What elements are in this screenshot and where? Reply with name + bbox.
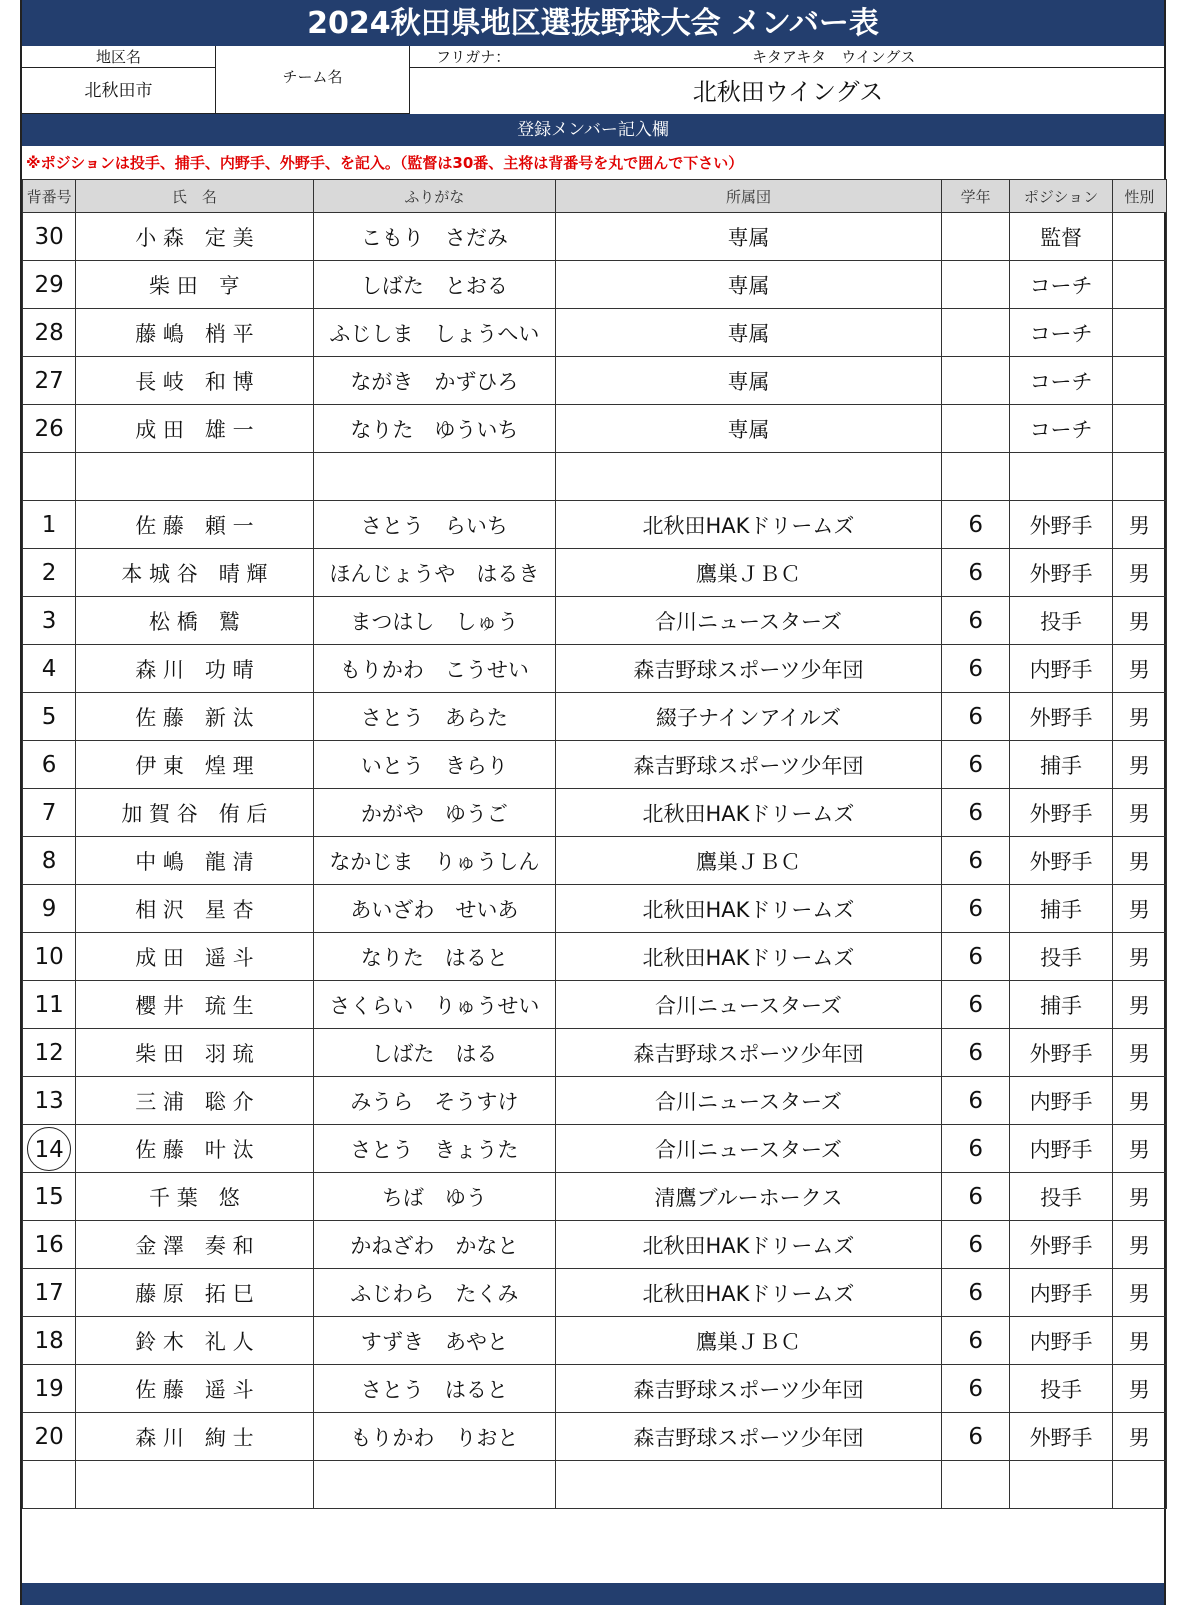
position-note: ※ポジションは投手、捕手、内野手、外野手、を記入。（監督は30番、主将は背番号を丸で囲んで下さい） [26, 154, 744, 172]
col-number: 背番号 [23, 180, 76, 213]
name-cell: 森 川 絢 士 [76, 1413, 313, 1461]
name-cell: 佐 藤 遥 斗 [76, 1365, 313, 1413]
kana-cell: かがや ゆうご [313, 789, 556, 837]
name-cell: 森 川 功 晴 [76, 645, 313, 693]
furigana-label: フリガナ： [436, 48, 511, 66]
number-cell: 17 [23, 1269, 76, 1317]
position-cell [1010, 1461, 1112, 1509]
table-row [23, 501, 1167, 549]
sex-cell: 男 [1112, 1077, 1166, 1125]
position-cell: 外野手 [1010, 501, 1112, 549]
table-row [23, 789, 1167, 837]
position-cell: 外野手 [1010, 837, 1112, 885]
position-cell: コーチ [1010, 405, 1112, 453]
section-title: 登録メンバー記入欄 [22, 114, 1164, 146]
team-header [22, 46, 1164, 114]
grade-cell: 6 [941, 645, 1010, 693]
col-kana: ふりがな [313, 180, 556, 213]
grade-cell [941, 213, 1010, 261]
position-cell [1010, 453, 1112, 501]
kana-cell: こもり さだみ [313, 213, 556, 261]
name-cell: 鈴 木 礼 人 [76, 1317, 313, 1365]
grade-cell [941, 405, 1010, 453]
col-sex: 性別 [1112, 180, 1166, 213]
sex-cell [1112, 213, 1166, 261]
team-cell: 森吉野球スポーツ少年団 [556, 1413, 942, 1461]
kana-cell: もりかわ こうせい [313, 645, 556, 693]
sex-cell: 男 [1112, 789, 1166, 837]
team-cell: 清鷹ブルーホークス [556, 1173, 942, 1221]
grade-cell: 6 [941, 933, 1010, 981]
name-cell [76, 1461, 313, 1509]
number-cell: 28 [23, 309, 76, 357]
number-cell: 5 [23, 693, 76, 741]
grade-cell [941, 453, 1010, 501]
team-cell: 北秋田HAKドリームズ [556, 1269, 942, 1317]
kana-cell: なりた はると [313, 933, 556, 981]
sex-cell: 男 [1112, 501, 1166, 549]
captain-circle: 14 [27, 1127, 71, 1171]
sex-cell: 男 [1112, 741, 1166, 789]
district-label: 地区名 [22, 46, 216, 68]
grade-cell: 6 [941, 1077, 1010, 1125]
table-row [23, 885, 1167, 933]
sex-cell [1112, 309, 1166, 357]
kana-cell: あいざわ せいあ [313, 885, 556, 933]
team-cell: 綴子ナインアイルズ [556, 693, 942, 741]
position-cell: 内野手 [1010, 1077, 1112, 1125]
kana-cell [313, 453, 556, 501]
grade-cell: 6 [941, 1173, 1010, 1221]
kana-cell: しばた はる [313, 1029, 556, 1077]
sex-cell: 男 [1112, 1221, 1166, 1269]
name-cell: 本 城 谷 晴 輝 [76, 549, 313, 597]
position-cell: 内野手 [1010, 1317, 1112, 1365]
name-cell: 中 嶋 龍 清 [76, 837, 313, 885]
team-label: チーム名 [216, 46, 410, 114]
col-name: 氏 名 [76, 180, 313, 213]
table-row [23, 645, 1167, 693]
sex-cell [1112, 261, 1166, 309]
sex-cell: 男 [1112, 1413, 1166, 1461]
table-row [23, 213, 1167, 261]
number-cell: 30 [23, 213, 76, 261]
team-cell: 専属 [556, 309, 942, 357]
kana-cell: ながき かずひろ [313, 357, 556, 405]
team-cell: 北秋田HAKドリームズ [556, 933, 942, 981]
sex-cell: 男 [1112, 981, 1166, 1029]
table-row [23, 261, 1167, 309]
kana-cell: まつはし しゅう [313, 597, 556, 645]
grade-cell: 6 [941, 501, 1010, 549]
team-cell: 鷹巣ＪＢＣ [556, 1317, 942, 1365]
table-row [23, 1125, 1167, 1173]
sex-cell: 男 [1112, 1365, 1166, 1413]
table-row [23, 1173, 1167, 1221]
position-cell: 外野手 [1010, 1413, 1112, 1461]
sex-cell [1112, 1461, 1166, 1509]
position-cell: 外野手 [1010, 1029, 1112, 1077]
sex-cell [1112, 453, 1166, 501]
kana-cell: さとう あらた [313, 693, 556, 741]
kana-cell: ほんじょうや はるき [313, 549, 556, 597]
team-cell: 専属 [556, 405, 942, 453]
position-cell: 投手 [1010, 597, 1112, 645]
member-table [22, 179, 1167, 1509]
table-row [23, 981, 1167, 1029]
table-row [23, 453, 1167, 501]
number-cell: 27 [23, 357, 76, 405]
sex-cell [1112, 405, 1166, 453]
grade-cell: 6 [941, 981, 1010, 1029]
number-cell: 29 [23, 261, 76, 309]
footer-bar [22, 1583, 1164, 1605]
table-row [23, 741, 1167, 789]
grade-cell: 6 [941, 837, 1010, 885]
team-name: 北秋田ウイングス [692, 78, 884, 106]
col-team: 所属団 [556, 180, 942, 213]
name-cell: 長 岐 和 博 [76, 357, 313, 405]
name-cell: 藤 原 拓 巳 [76, 1269, 313, 1317]
position-cell: 外野手 [1010, 693, 1112, 741]
sex-cell: 男 [1112, 885, 1166, 933]
position-cell: コーチ [1010, 357, 1112, 405]
team-cell: 森吉野球スポーツ少年団 [556, 1029, 942, 1077]
sex-cell: 男 [1112, 1173, 1166, 1221]
table-row [23, 1317, 1167, 1365]
number-cell: 9 [23, 885, 76, 933]
number-cell: 7 [23, 789, 76, 837]
col-position: ポジション [1010, 180, 1112, 213]
number-cell: 6 [23, 741, 76, 789]
grade-cell [941, 1461, 1010, 1509]
name-cell: 小 森 定 美 [76, 213, 313, 261]
kana-cell [313, 1461, 556, 1509]
table-row [23, 1461, 1167, 1509]
number-cell: 19 [23, 1365, 76, 1413]
number-cell: 20 [23, 1413, 76, 1461]
sex-cell [1112, 357, 1166, 405]
sex-cell: 男 [1112, 1269, 1166, 1317]
grade-cell: 6 [941, 885, 1010, 933]
name-cell: 三 浦 聡 介 [76, 1077, 313, 1125]
position-cell: 外野手 [1010, 789, 1112, 837]
team-cell: 北秋田HAKドリームズ [556, 501, 942, 549]
name-cell: 加 賀 谷 侑 后 [76, 789, 313, 837]
name-cell: 佐 藤 新 汰 [76, 693, 313, 741]
kana-cell: みうら そうすけ [313, 1077, 556, 1125]
position-cell: 内野手 [1010, 1125, 1112, 1173]
table-row [23, 549, 1167, 597]
number-cell: 3 [23, 597, 76, 645]
position-cell: 監督 [1010, 213, 1112, 261]
team-cell [556, 453, 942, 501]
team-cell [556, 1461, 942, 1509]
number-cell: 1 [23, 501, 76, 549]
team-cell: 森吉野球スポーツ少年団 [556, 741, 942, 789]
grade-cell: 6 [941, 597, 1010, 645]
grade-cell: 6 [941, 1125, 1010, 1173]
team-cell: 鷹巣ＪＢＣ [556, 837, 942, 885]
position-cell: コーチ [1010, 261, 1112, 309]
table-row [23, 837, 1167, 885]
name-cell: 櫻 井 琉 生 [76, 981, 313, 1029]
kana-cell: ふじしま しょうへい [313, 309, 556, 357]
table-row [23, 1413, 1167, 1461]
furigana-row [410, 46, 1166, 68]
grade-cell [941, 357, 1010, 405]
number-cell: 8 [23, 837, 76, 885]
kana-cell: なりた ゆういち [313, 405, 556, 453]
name-cell: 千 葉 悠 [76, 1173, 313, 1221]
number-cell: 26 [23, 405, 76, 453]
sex-cell: 男 [1112, 933, 1166, 981]
kana-cell: しばた とおる [313, 261, 556, 309]
kana-cell: すずき あやと [313, 1317, 556, 1365]
position-cell: 投手 [1010, 1173, 1112, 1221]
sex-cell: 男 [1112, 1125, 1166, 1173]
number-cell [23, 1125, 76, 1173]
name-cell: 金 澤 奏 和 [76, 1221, 313, 1269]
table-row [23, 1077, 1167, 1125]
table-row [23, 693, 1167, 741]
table-row [23, 933, 1167, 981]
name-cell: 成 田 雄 一 [76, 405, 313, 453]
member-sheet [20, 0, 1166, 1605]
kana-cell: さとう はると [313, 1365, 556, 1413]
grade-cell: 6 [941, 1269, 1010, 1317]
grade-cell: 6 [941, 549, 1010, 597]
team-cell: 森吉野球スポーツ少年団 [556, 645, 942, 693]
position-cell: コーチ [1010, 309, 1112, 357]
district-value: 北秋田市 [22, 68, 216, 114]
number-cell: 15 [23, 1173, 76, 1221]
number-cell: 13 [23, 1077, 76, 1125]
position-cell: 内野手 [1010, 1269, 1112, 1317]
number-cell: 10 [23, 933, 76, 981]
team-cell: 合川ニュースターズ [556, 597, 942, 645]
table-row [23, 357, 1167, 405]
sex-cell: 男 [1112, 645, 1166, 693]
number-cell [23, 453, 76, 501]
table-row [23, 1365, 1167, 1413]
number-cell: 16 [23, 1221, 76, 1269]
col-grade: 学年 [941, 180, 1010, 213]
team-cell: 森吉野球スポーツ少年団 [556, 1365, 942, 1413]
number-cell: 2 [23, 549, 76, 597]
grade-cell [941, 261, 1010, 309]
table-row [23, 1029, 1167, 1077]
kana-cell: さとう きょうた [313, 1125, 556, 1173]
number-cell: 18 [23, 1317, 76, 1365]
name-cell: 伊 東 煌 理 [76, 741, 313, 789]
table-row [23, 1269, 1167, 1317]
name-cell: 柴 田 亨 [76, 261, 313, 309]
grade-cell: 6 [941, 1317, 1010, 1365]
table-header-row [23, 180, 1167, 213]
team-cell: 北秋田HAKドリームズ [556, 885, 942, 933]
kana-cell: いとう きらり [313, 741, 556, 789]
sheet-title: 2024秋田県地区選抜野球大会 メンバー表 [22, 0, 1164, 46]
position-cell: 捕手 [1010, 981, 1112, 1029]
table-row [23, 597, 1167, 645]
grade-cell: 6 [941, 741, 1010, 789]
sex-cell: 男 [1112, 837, 1166, 885]
position-cell: 外野手 [1010, 549, 1112, 597]
grade-cell: 6 [941, 1413, 1010, 1461]
kana-cell: さくらい りゅうせい [313, 981, 556, 1029]
team-cell: 合川ニュースターズ [556, 1077, 942, 1125]
team-cell: 専属 [556, 261, 942, 309]
sex-cell: 男 [1112, 597, 1166, 645]
sex-cell: 男 [1112, 693, 1166, 741]
kana-cell: さとう らいち [313, 501, 556, 549]
grade-cell: 6 [941, 1365, 1010, 1413]
grade-cell: 6 [941, 789, 1010, 837]
table-row [23, 405, 1167, 453]
position-cell: 投手 [1010, 1365, 1112, 1413]
number-cell: 4 [23, 645, 76, 693]
sex-cell: 男 [1112, 549, 1166, 597]
position-cell: 投手 [1010, 933, 1112, 981]
kana-cell: なかじま りゅうしん [313, 837, 556, 885]
name-cell: 相 沢 星 杏 [76, 885, 313, 933]
table-row [23, 1221, 1167, 1269]
name-cell: 柴 田 羽 琉 [76, 1029, 313, 1077]
position-cell: 捕手 [1010, 885, 1112, 933]
grade-cell: 6 [941, 1029, 1010, 1077]
team-cell: 北秋田HAKドリームズ [556, 789, 942, 837]
name-cell: 佐 藤 頼 一 [76, 501, 313, 549]
table-row [23, 309, 1167, 357]
position-cell: 内野手 [1010, 645, 1112, 693]
name-cell [76, 453, 313, 501]
team-cell: 北秋田HAKドリームズ [556, 1221, 942, 1269]
kana-cell: ふじわら たくみ [313, 1269, 556, 1317]
grade-cell: 6 [941, 693, 1010, 741]
kana-cell: もりかわ りおと [313, 1413, 556, 1461]
team-furigana: キタアキタ ウイングス [752, 48, 916, 66]
name-cell: 松 橋 鷲 [76, 597, 313, 645]
position-cell: 捕手 [1010, 741, 1112, 789]
sex-cell: 男 [1112, 1317, 1166, 1365]
grade-cell: 6 [941, 1221, 1010, 1269]
number-cell [23, 1461, 76, 1509]
number-cell: 12 [23, 1029, 76, 1077]
team-cell: 専属 [556, 213, 942, 261]
kana-cell: かねざわ かなと [313, 1221, 556, 1269]
team-cell: 合川ニュースターズ [556, 981, 942, 1029]
team-cell: 合川ニュースターズ [556, 1125, 942, 1173]
name-cell: 成 田 遥 斗 [76, 933, 313, 981]
team-cell: 鷹巣ＪＢＣ [556, 549, 942, 597]
team-cell: 専属 [556, 357, 942, 405]
kana-cell: ちば ゆう [313, 1173, 556, 1221]
name-cell: 佐 藤 叶 汰 [76, 1125, 313, 1173]
position-cell: 外野手 [1010, 1221, 1112, 1269]
grade-cell [941, 309, 1010, 357]
sex-cell: 男 [1112, 1029, 1166, 1077]
name-cell: 藤 嶋 梢 平 [76, 309, 313, 357]
number-cell: 11 [23, 981, 76, 1029]
